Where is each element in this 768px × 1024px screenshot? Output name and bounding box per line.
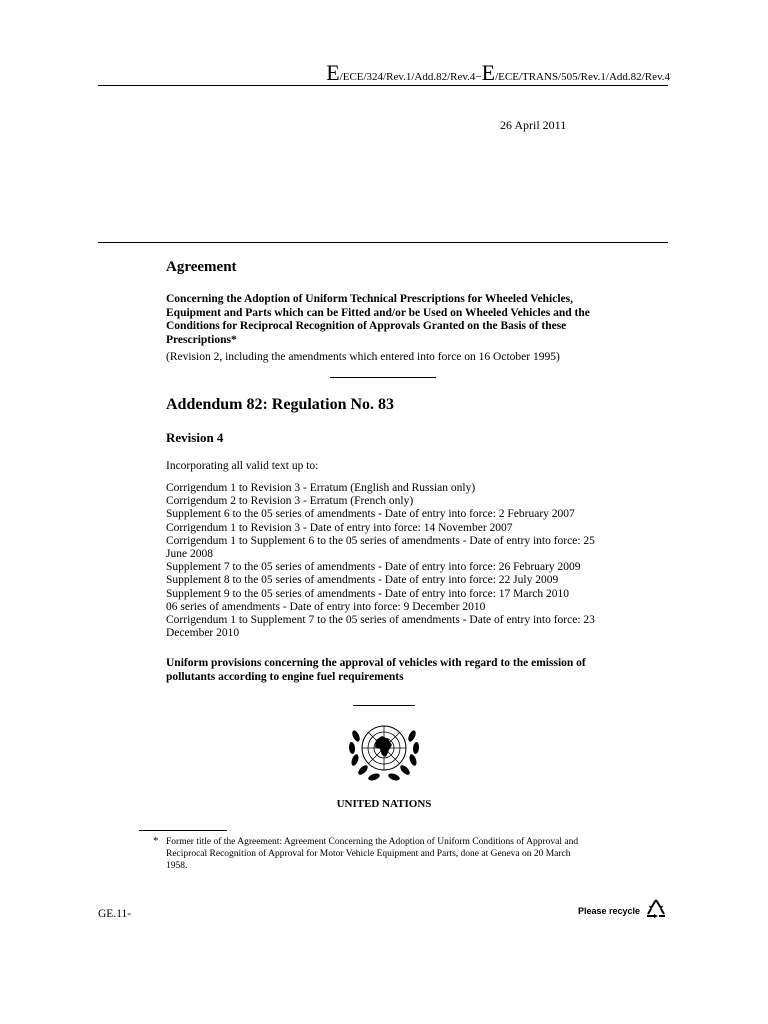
list-item: Corrigendum 1 to Revision 3 - Erratum (English and Russian only) — [166, 482, 476, 494]
revision-heading: Revision 4 — [166, 430, 224, 445]
symbol-rest-2: /ECE/TRANS/505/Rev.1/Add.82/Rev.4 — [495, 71, 670, 83]
document-symbol — [270, 60, 670, 86]
agreement-revision-note: (Revision 2, including the amendments which entered into force on 16 October 1995) — [166, 351, 560, 363]
footnote-rule — [139, 830, 227, 831]
header-rule — [98, 85, 668, 86]
logo-rule — [353, 705, 415, 706]
symbol-initial-1: E — [326, 60, 340, 85]
symbol-separator: − — [475, 71, 482, 83]
list-item: Corrigendum 1 to Supplement 7 to the 05 series of amendments - Date of entry into force: 23 December 2010 — [166, 614, 595, 640]
footnote-text: Former title of the Agreement: Agreement Concerning the Adoption of Uniform Conditions of Approval and Reciprocal Recognition of Approval for Motor Vehicle Equipment and Parts, done at Geneva on 20 March 1958. — [166, 837, 579, 871]
amendments-list — [166, 482, 616, 640]
un-emblem-icon — [340, 712, 428, 792]
recycle-icon — [644, 898, 668, 920]
amendments-intro: Incorporating all valid text up to: — [166, 460, 319, 472]
document-date: 26 April 2011 — [500, 118, 567, 132]
addendum-heading: Addendum 82: Regulation No. 83 — [166, 396, 395, 413]
footnote-marker: * — [153, 835, 159, 847]
list-item: Supplement 6 to the 05 series of amendments - Date of entry into force: 2 February 2007 — [166, 508, 575, 521]
list-item: Supplement 9 to the 05 series of amendments - Date of entry into force: 17 March 2010 — [166, 587, 570, 600]
list-item: Corrigendum 1 to Supplement 6 to the 05 series of amendments - Date of entry into force: 25 June 2008 — [166, 534, 595, 561]
job-number: GE.11- — [98, 908, 132, 920]
list-item: 06 series of amendments - Date of entry into force: 9 December 2010 — [166, 600, 486, 613]
symbol-rest-1: /ECE/324/Rev.1/Add.82/Rev.4 — [339, 71, 476, 83]
list-item: Supplement 7 to the 05 series of amendments - Date of entry into force: 26 February 2009 — [166, 561, 581, 574]
agreement-concerning: Concerning the Adoption of Uniform Technical Prescriptions for Wheeled Vehicles, Equipment and Parts which can be Fitted and/or be Used on Wheeled Vehicles and the Conditions for Reciprocal Recognition of Approvals Granted on the Basis of these Prescriptions* — [166, 293, 590, 346]
symbol-initial-2: E — [481, 60, 496, 85]
list-item: Corrigendum 1 to Revision 3 - Date of entry into force: 14 November 2007 — [166, 521, 513, 534]
organization-name: UNITED NATIONS — [336, 798, 432, 810]
list-item: Corrigendum 2 to Revision 3 - Erratum (French only) — [166, 495, 414, 508]
list-item: Supplement 8 to the 05 series of amendments - Date of entry into force: 22 July 2009 — [166, 574, 559, 587]
separator-rule — [330, 377, 436, 378]
uniform-provisions-title: Uniform provisions concerning the approval of vehicles with regard to the emission of pollutants according to engine fuel requirements — [166, 657, 586, 683]
recycle-label: Please recycle — [578, 906, 641, 916]
section-rule — [98, 242, 668, 243]
agreement-heading: Agreement — [166, 259, 237, 275]
recycle-notice — [578, 898, 670, 922]
